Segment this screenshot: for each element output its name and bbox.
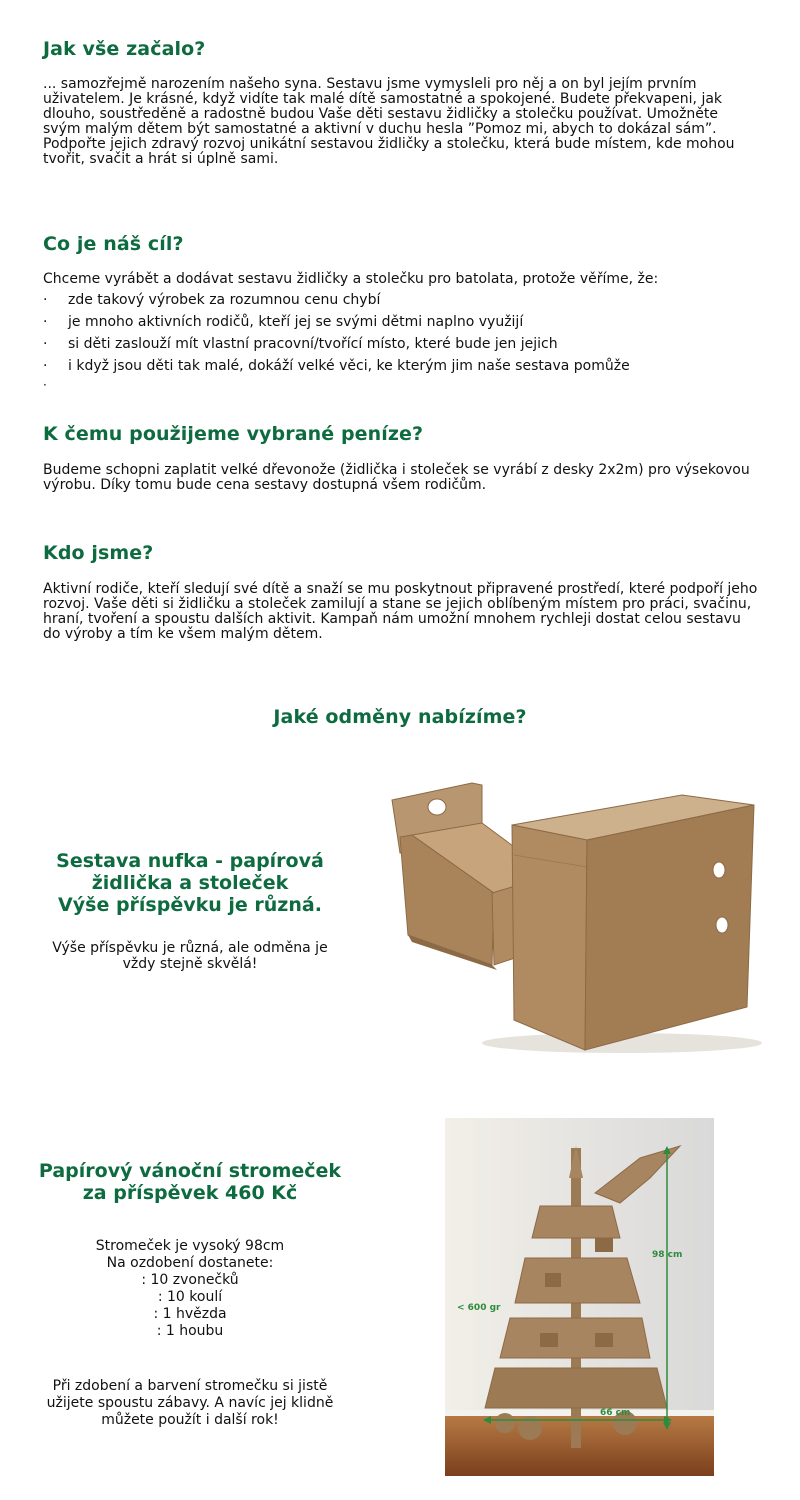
reward-description-line: Výše příspěvku je různá, ale odměna je bbox=[52, 940, 328, 956]
section-heading: K čemu použijeme vybrané peníze? bbox=[43, 423, 424, 445]
reward-title-line: za příspěvek 460 Kč bbox=[82, 1182, 298, 1204]
reward-description-line: : 1 hvězda bbox=[153, 1306, 227, 1322]
tree-illustration bbox=[445, 1118, 714, 1476]
reward-description-line: vždy stejně skvělá! bbox=[122, 956, 258, 972]
section-goal bbox=[43, 233, 758, 391]
section-funds bbox=[43, 423, 758, 493]
chair-table-illustration bbox=[382, 775, 762, 1060]
reward-title-line: Papírový vánoční stromeček bbox=[38, 1160, 342, 1182]
reward-title-line: Výše příspěvku je různá. bbox=[58, 894, 322, 916]
reward-title-line: Sestava nufka - papírová bbox=[56, 850, 324, 872]
width-label: 66 cm bbox=[600, 1408, 631, 1418]
height-label: 98 cm bbox=[652, 1250, 683, 1260]
rewards-heading-wrap bbox=[0, 706, 800, 728]
section-heading: Co je náš cíl? bbox=[43, 233, 184, 255]
list-item: · si děti zaslouží mít vlastní pracovní/tvořící místo, které bude jen jejich bbox=[43, 333, 758, 355]
reward-description-line: : 1 houbu bbox=[156, 1323, 224, 1339]
weight-label: < 600 gr bbox=[457, 1303, 501, 1313]
goal-list bbox=[43, 289, 758, 377]
section-body: Budeme schopni zaplatit velké dřevonože (židlička i stoleček se vyrábí z desky 2x2m) pro výsekovou výrobu. Díky tomu bude cena sestavy dostupná všem rodičům. bbox=[43, 462, 750, 493]
section-about bbox=[43, 542, 758, 642]
reward-extra-line: Při zdobení a barvení stromečku si jistě bbox=[52, 1378, 328, 1394]
rewards-heading: Jaké odměny nabízíme? bbox=[273, 706, 527, 728]
chair-table-photo bbox=[382, 775, 762, 1060]
reward-card-tree bbox=[30, 1160, 350, 1429]
section-heading: Jak vše začalo? bbox=[43, 38, 206, 60]
reward-description-line: : 10 zvonečků bbox=[141, 1272, 239, 1288]
section-body: Aktivní rodiče, kteří sledují své dítě a snaží se mu poskytnout připravené prostředí, které podpoří jeho rozvoj. Vaše děti si židličku a stoleček zamilují a stane se jejich oblíbeným místem pro práci, svačinu, hraní, tvoření a spoustu dalších aktivit. Kampaň nám umožní mnohem rychleji dostat celou sestavu do výroby a tím ke všem malým dětem. bbox=[43, 581, 758, 642]
reward-description-line: : 10 koulí bbox=[157, 1289, 223, 1305]
reward-description-line: Stromeček je vysoký 98cm bbox=[95, 1238, 285, 1254]
reward-description-line: Na ozdobení dostanete: bbox=[106, 1255, 274, 1271]
reward-title-line: židlička a stoleček bbox=[91, 872, 289, 894]
section-origin bbox=[43, 38, 758, 167]
list-item: · i když jsou děti tak malé, dokáží velké věci, ke kterým jim naše sestava pomůže bbox=[43, 355, 758, 377]
list-item: · je mnoho aktivních rodičů, kteří jej se svými dětmi naplno využijí bbox=[43, 311, 758, 333]
tree-photo bbox=[445, 1118, 714, 1476]
section-heading: Kdo jsme? bbox=[43, 542, 154, 564]
section-body: ... samozřejmě narozením našeho syna. Sestavu jsme vymysleli pro něj a on byl jejím prvním uživatelem. Je krásné, když vidíte tak malé dítě samostatné a spokojené. Budete překvapeni, jak dlouho, soustředěně a radostně budou Vaše děti sestavu židličky a stolečku používat. Umožněte svým malým dětem být samostatné a aktivní v duchu hesla ”Pomoz mi, abych to dokázal sám”. Podpořte jejich zdravý rozvoj unikátní sestavou židličky a stolečku, která bude místem, kde mohou tvořit, svačit a hrát si úplně sami. bbox=[43, 76, 735, 167]
section-intro: Chceme vyrábět a dodávat sestavu židličky a stolečku pro batolata, protože věříme, že: bbox=[43, 271, 659, 287]
reward-card-set bbox=[30, 850, 350, 972]
reward-extra-line: můžete použít i další rok! bbox=[101, 1412, 279, 1428]
trailing-dot: · bbox=[43, 378, 47, 392]
list-item: · zde takový výrobek za rozumnou cenu chybí bbox=[43, 289, 758, 311]
reward-extra-line: užijete spoustu zábavy. A navíc jej klidně bbox=[46, 1395, 334, 1411]
